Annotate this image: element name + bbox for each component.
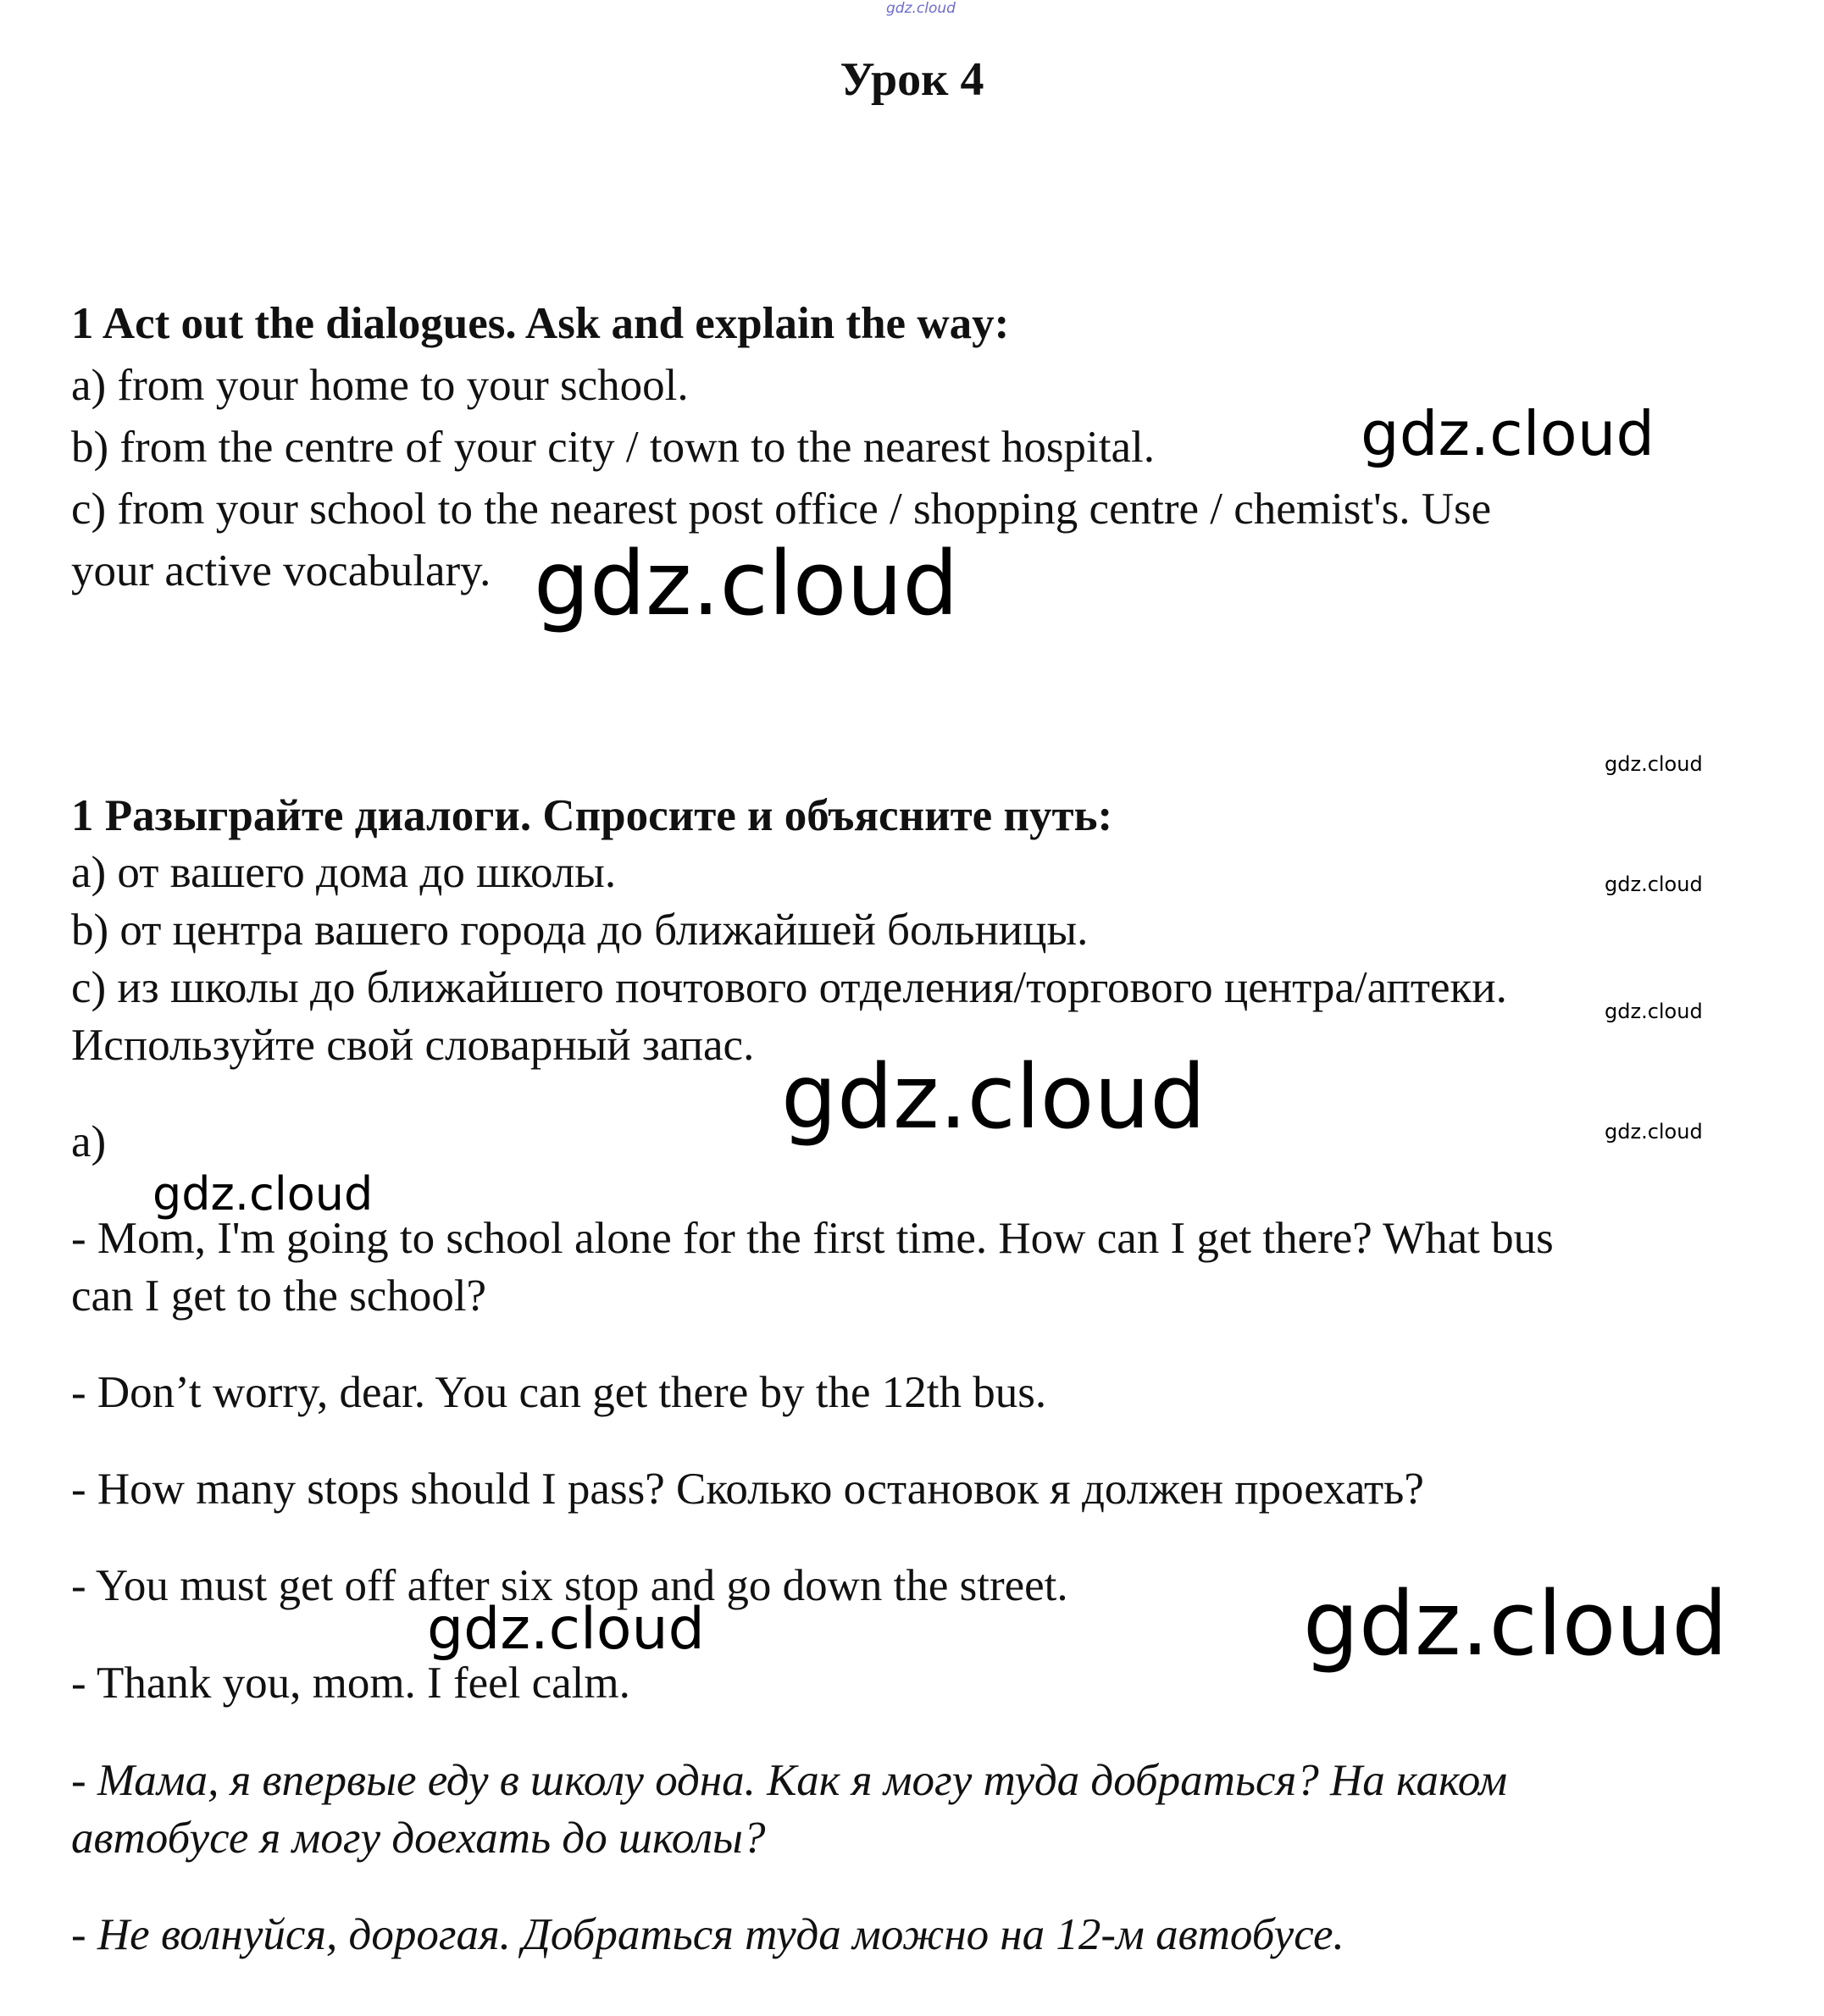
watermark: gdz.cloud: [1605, 752, 1703, 776]
task-ru-line: b) от центра вашего города до ближайшей больницы.: [71, 906, 1089, 955]
task-ru-heading: 1 Разыграйте диалоги. Спросите и объясните путь:: [71, 791, 1113, 840]
watermark: gdz.cloud: [1303, 1572, 1728, 1675]
dialogue-en-line: - Mom, I'm going to school alone for the first time. How can I get there? What bus: [71, 1214, 1554, 1263]
task-en-line: c) from your school to the nearest post office / shopping centre / chemist's. Use: [71, 485, 1492, 534]
watermark: gdz.cloud: [1605, 1120, 1703, 1144]
task-en-heading: 1 Act out the dialogues. Ask and explain the way:: [71, 299, 1010, 348]
dialogue-en-line: can I get to the school?: [71, 1271, 487, 1321]
watermark: gdz.cloud: [781, 1045, 1206, 1149]
task-ru-line: Используйте свой словарный запас.: [71, 1021, 755, 1070]
task-en-line: your active vocabulary.: [71, 546, 491, 595]
task-ru-line: а) от вашего дома до школы.: [71, 848, 617, 897]
watermark: gdz.cloud: [1605, 872, 1703, 896]
top-watermark: gdz.cloud: [886, 0, 956, 17]
dialogue-en-line: - Don’t worry, dear. You can get there by the 12th bus.: [71, 1368, 1047, 1417]
watermark: gdz.cloud: [1605, 1000, 1703, 1023]
watermark: gdz.cloud: [152, 1167, 374, 1221]
task-ru-line: с) из школы до ближайшего почтового отделения/торгового центра/аптеки.: [71, 963, 1507, 1012]
dialogue-ru-line: - Не волнуйся, дорогая. Добраться туда можно на 12-м автобусе.: [71, 1910, 1344, 1959]
dialogue-en-line: - How many stops should I pass? Сколько остановок я должен проехать?: [71, 1465, 1424, 1514]
watermark: gdz.cloud: [427, 1596, 705, 1663]
watermark: gdz.cloud: [534, 532, 959, 635]
dialogue-en-line: - Thank you, mom. I feel calm.: [71, 1659, 630, 1708]
answer-label: a): [71, 1117, 107, 1166]
task-en-line: a) from your home to your school.: [71, 361, 689, 410]
dialogue-ru-line: - Мама, я впервые еду в школу одна. Как я могу туда добраться? На каком: [71, 1756, 1508, 1805]
task-en-line: b) from the centre of your city / town to the nearest hospital.: [71, 423, 1155, 472]
dialogue-en-line: - You must get off after six stop and go down the street.: [71, 1561, 1068, 1610]
dialogue-ru-line: автобусе я могу доехать до школы?: [71, 1814, 766, 1863]
page-title: Урок 4: [840, 53, 984, 106]
watermark: gdz.cloud: [1361, 398, 1655, 469]
